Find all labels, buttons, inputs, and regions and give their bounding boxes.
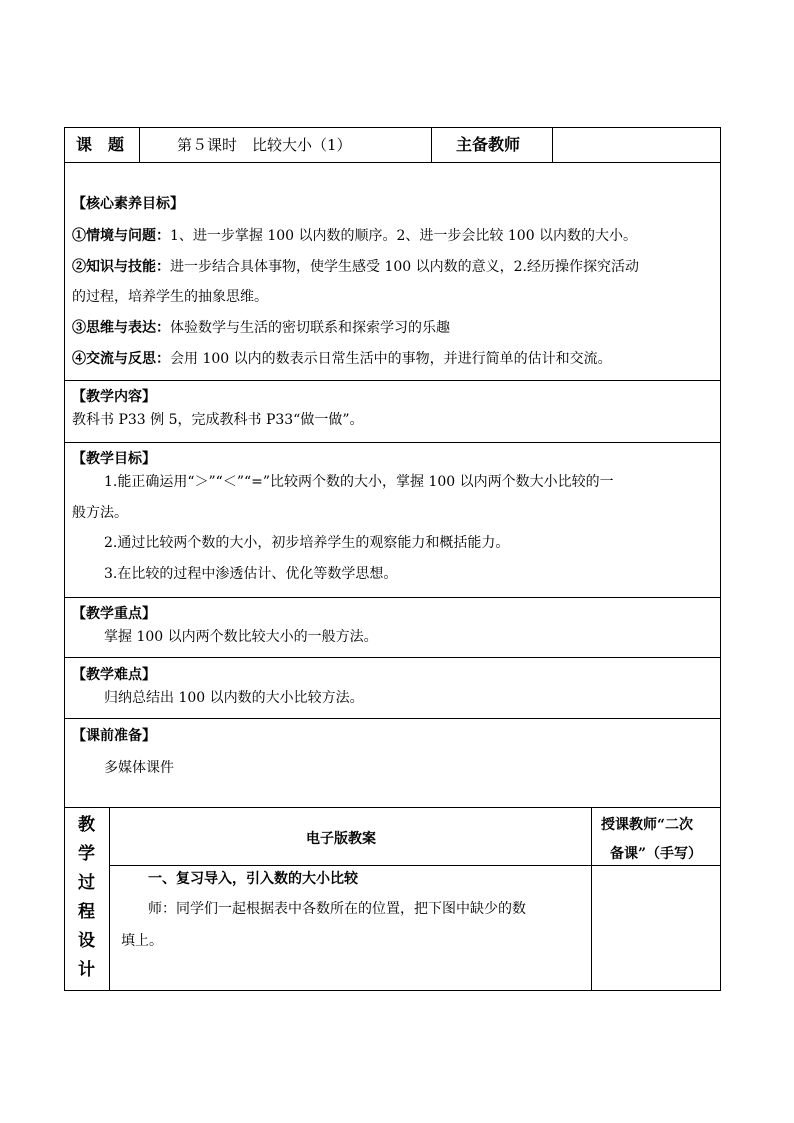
handwritten-notes-area[interactable] bbox=[592, 866, 720, 990]
core-goal-item-continued: 的过程，培养学生的抽象思维。 bbox=[72, 289, 268, 305]
key-points-heading: 【教学重点】 bbox=[72, 606, 156, 622]
objective-item-continued: 般方法。 bbox=[72, 505, 128, 521]
lead-teacher-label: 主备教师 bbox=[456, 135, 521, 154]
second-prep-heading-line1: 授课教师“二次 bbox=[601, 817, 694, 833]
objective-item: 3.在比较的过程中渗透估计、优化等数学思想。 bbox=[104, 566, 398, 582]
row-divider bbox=[64, 380, 721, 381]
process-side-label-char: 过 bbox=[78, 873, 95, 893]
process-side-label-char: 程 bbox=[78, 902, 95, 922]
row-divider bbox=[64, 162, 721, 163]
objective-item: 2.通过比较两个数的大小，初步培养学生的观察能力和概括能力。 bbox=[104, 535, 510, 551]
section-paragraph: 师：同学们一起根据表中各数所在的位置，把下图中缺少的数 bbox=[148, 901, 526, 917]
table-border-right bbox=[720, 127, 721, 991]
preparation-heading: 【课前准备】 bbox=[72, 728, 156, 744]
table-border-bottom bbox=[64, 990, 721, 991]
col-divider bbox=[552, 127, 553, 163]
core-goal-item bbox=[72, 349, 612, 369]
col-divider bbox=[139, 127, 140, 163]
row-divider bbox=[64, 807, 721, 808]
row-divider bbox=[64, 657, 721, 658]
lesson-plan-table bbox=[64, 127, 721, 991]
table-border-top bbox=[64, 127, 721, 128]
core-goal-item bbox=[72, 226, 637, 246]
table-border-left bbox=[64, 127, 65, 991]
difficulties-heading: 【教学难点】 bbox=[72, 667, 156, 683]
process-side-label-char: 学 bbox=[78, 844, 95, 864]
process-side-label-char: 计 bbox=[78, 960, 95, 980]
core-goal-text: 会用 100 以内的数表示日常生活中的事物，并进行简单的估计和交流。 bbox=[170, 351, 612, 367]
core-goal-label: ③思维与表达： bbox=[72, 320, 170, 336]
key-points-text: 掌握 100 以内两个数比较大小的一般方法。 bbox=[104, 629, 378, 645]
row-divider bbox=[64, 442, 721, 443]
preparation-text: 多媒体课件 bbox=[104, 760, 174, 776]
core-goal-label: ②知识与技能： bbox=[72, 259, 170, 275]
col-divider bbox=[431, 127, 432, 163]
content-heading: 【教学内容】 bbox=[72, 389, 156, 405]
second-prep-heading-line2: 备课”（手写） bbox=[610, 846, 703, 862]
core-goals-heading: 【核心素养目标】 bbox=[72, 196, 184, 212]
core-goal-item bbox=[72, 257, 639, 277]
content-text: 教科书 P33 例 5，完成教科书 P33“做一做”。 bbox=[72, 412, 364, 428]
col-divider bbox=[109, 807, 110, 991]
process-side-label-char: 教 bbox=[78, 815, 95, 835]
topic-label: 课 题 bbox=[76, 135, 125, 154]
section-title: 一、复习导入，引入数的大小比较 bbox=[148, 871, 358, 887]
core-goal-item bbox=[72, 318, 450, 338]
row-divider bbox=[64, 718, 721, 719]
objectives-heading: 【教学目标】 bbox=[72, 451, 156, 467]
section-paragraph-continued: 填上。 bbox=[121, 933, 163, 949]
core-goal-text: 体验数学与生活的密切联系和探索学习的乐趣 bbox=[170, 320, 450, 336]
core-goal-text: 1、进一步掌握 100 以内数的顺序。2、进一步会比较 100 以内数的大小。 bbox=[170, 228, 638, 244]
lesson-title: 第５课时 比较大小（1） bbox=[177, 136, 352, 154]
difficulties-text: 归纳总结出 100 以内数的大小比较方法。 bbox=[104, 690, 364, 706]
core-goal-label: ①情境与问题： bbox=[72, 228, 170, 244]
electronic-plan-heading: 电子版教案 bbox=[306, 831, 376, 847]
core-goal-label: ④交流与反思： bbox=[72, 351, 170, 367]
core-goal-text: 进一步结合具体事物，使学生感受 100 以内数的意义，2.经历操作探究活动 bbox=[170, 259, 639, 275]
objective-item: 1.能正确运用“＞”“＜”“=”比较两个数的大小，掌握 100 以内两个数大小比较的一 bbox=[104, 474, 614, 490]
row-divider bbox=[64, 597, 721, 598]
process-side-label-char: 设 bbox=[78, 931, 95, 951]
